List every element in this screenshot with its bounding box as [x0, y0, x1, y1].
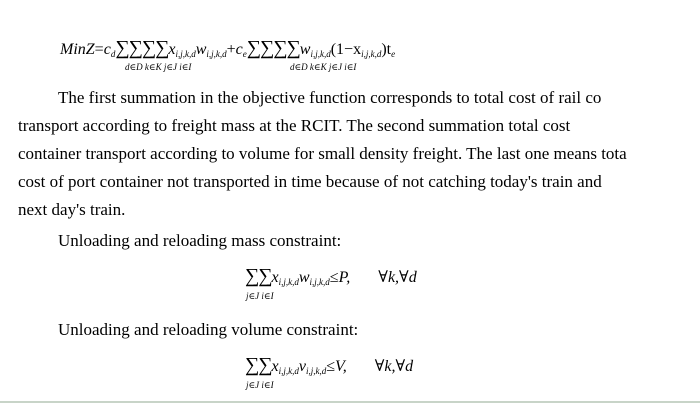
mass-relation: ≤P, — [329, 269, 351, 286]
paragraph-line: next day's train. — [18, 200, 126, 219]
mass-x-variable: x — [271, 269, 279, 286]
paragraph-line: cost of port container not transported in time because of not catching today's train and — [18, 172, 602, 191]
mass-limits: j∈J i∈I — [246, 291, 274, 301]
mass-constraint-equation — [245, 266, 417, 292]
plus-sign: + — [226, 41, 236, 58]
paren-term-sub: i,j,k,d — [361, 49, 382, 59]
volume-limits: j∈J i∈I — [246, 380, 274, 390]
equals-sign: = — [94, 41, 104, 58]
close-term: )t — [381, 41, 392, 58]
volume-x-sub: i,j,k,d — [278, 366, 299, 376]
x-variable-sub: i,j,k,d — [175, 49, 196, 59]
t-sub: e — [391, 49, 396, 59]
volume-x-variable: x — [271, 358, 279, 375]
volume-summation-symbols: ∑∑ — [245, 354, 272, 376]
mass-w-sub: i,j,k,d — [309, 277, 330, 287]
volume-constraint-heading: Unloading and reloading volume constraint: — [58, 320, 359, 339]
summation-symbols-1: ∑∑∑∑ — [115, 37, 169, 59]
paragraph-line: The first summation in the objective function corresponds to total cost of rail co — [58, 88, 602, 107]
coef-c-d-sub: d — [110, 49, 116, 59]
mass-x-sub: i,j,k,d — [278, 277, 299, 287]
w-variable: w — [195, 41, 207, 58]
coef-c-e-sub: e — [242, 49, 247, 59]
volume-quantifier: ∀k,∀d — [374, 358, 414, 375]
summation-symbols-2: ∑∑∑∑ — [246, 37, 300, 59]
mass-summation-symbols: ∑∑ — [245, 265, 272, 287]
w-variable-2-sub: i,j,k,d — [310, 49, 331, 59]
objective-limits-1: d∈D k∈K j∈J i∈I — [125, 62, 192, 72]
coef-c-e: c — [235, 41, 243, 58]
paren-term: (1−x — [330, 41, 362, 58]
bottom-divider — [0, 401, 700, 403]
x-variable: x — [168, 41, 176, 58]
volume-v-variable: v — [298, 358, 306, 375]
objective-lhs: MinZ — [60, 41, 95, 58]
mass-constraint-heading: Unloading and reloading mass constraint: — [58, 231, 342, 250]
volume-constraint-equation — [245, 355, 413, 381]
volume-v-sub: i,j,k,d — [305, 366, 327, 376]
explanation-paragraph — [18, 84, 700, 224]
paragraph-line: transport according to freight mass at the RCIT. The second summation total cost — [18, 116, 571, 135]
mass-w-variable: w — [298, 269, 310, 286]
w-variable-sub: i,j,k,d — [206, 49, 227, 59]
coef-c-d: c — [103, 41, 111, 58]
objective-limits-2: d∈D k∈K j∈J i∈I — [290, 62, 357, 72]
w-variable-2: w — [299, 41, 311, 58]
mass-quantifier: ∀k,∀d — [378, 269, 417, 286]
paragraph-line: container transport according to volume for small density freight. The last one means tota — [18, 144, 627, 163]
objective-equation — [60, 38, 395, 64]
volume-relation: ≤V, — [326, 358, 347, 375]
